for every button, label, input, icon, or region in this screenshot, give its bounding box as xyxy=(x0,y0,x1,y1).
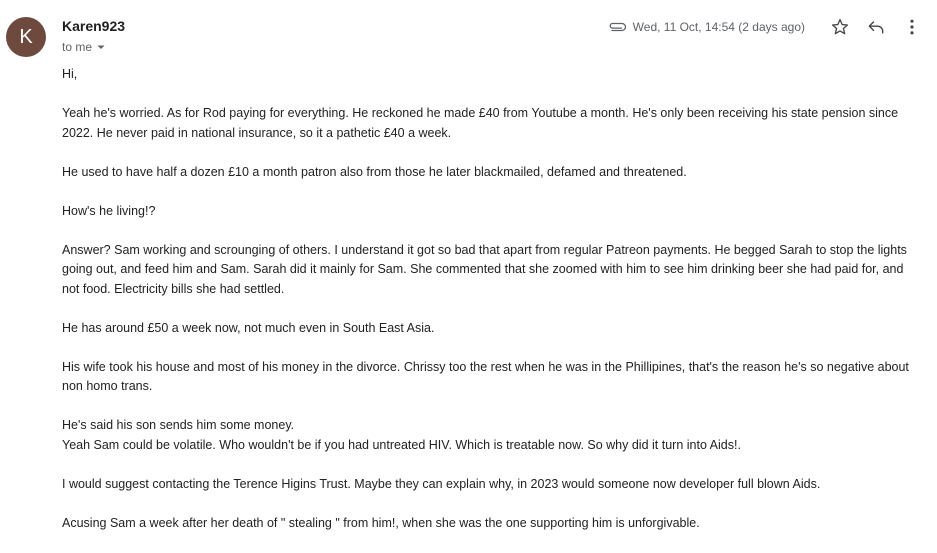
star-icon xyxy=(830,17,850,37)
sender-name[interactable]: Karen923 xyxy=(62,18,126,34)
message-paragraph-group xyxy=(62,416,922,455)
message-paragraph: His wife took his house and most of his money in the divorce. Chrissy too the rest when he was in the Phillipines, that's the reason he's so negative about non homo trans. xyxy=(62,359,909,393)
more-options-button[interactable] xyxy=(897,12,927,42)
message-header-actions xyxy=(607,12,927,42)
message-paragraph: Hi, xyxy=(62,67,78,81)
sender-avatar[interactable]: K xyxy=(6,17,46,57)
message-paragraph: How's he living!? xyxy=(62,203,156,218)
message-line: Yeah Sam could be volatile. Who wouldn't be if you had untreated HIV. Which is treatable now. So why did it turn into Aids!. xyxy=(62,437,741,452)
message-paragraph: Yeah he's worried. As for Rod paying for everything. He reckoned he made £40 from Youtube a month. He's only been receiving his state pension since 2022. He never paid in national insurance, so it a pathetic £40 a week. xyxy=(62,106,899,140)
message-line: He's said his son sends him some money. xyxy=(62,418,295,432)
message-paragraph: I would suggest contacting the Terence Higins Trust. Maybe they can explain why, in 2023 would someone now developer full blown Aids. xyxy=(62,476,821,491)
chevron-down-icon xyxy=(96,42,106,52)
message-paragraph: Acusing Sam a week after her death of " stealing " from him!, when she was the one supporting him is unforgivable. xyxy=(62,515,700,530)
more-vert-icon xyxy=(902,17,922,37)
reply-button[interactable] xyxy=(861,12,891,42)
recipient-label: to me xyxy=(62,40,93,54)
recipient-details-toggle[interactable] xyxy=(62,40,106,54)
message-paragraph: He has around £50 a week now, not much even in South East Asia. xyxy=(62,320,435,335)
attachment-icon xyxy=(607,20,627,34)
message-body xyxy=(62,65,922,553)
message-date: Wed, 11 Oct, 14:54 (2 days ago) xyxy=(632,20,805,34)
reply-icon xyxy=(866,17,886,37)
star-button[interactable] xyxy=(825,12,855,42)
message-paragraph: He used to have half a dozen £10 a month patron also from those he later blackmailed, defamed and threatened. xyxy=(62,164,687,179)
message-paragraph: Answer? Sam working and scrounging of others. I understand it got so bad that apart from regular Patreon payments. He begged Sarah to stop the lights going out, and feed him and Sam. Sarah did it mainly for Sam. She commented that she zoomed with him to see him drinking beer she had paid for, and not food. Electricity bills she had settled. xyxy=(62,242,907,296)
